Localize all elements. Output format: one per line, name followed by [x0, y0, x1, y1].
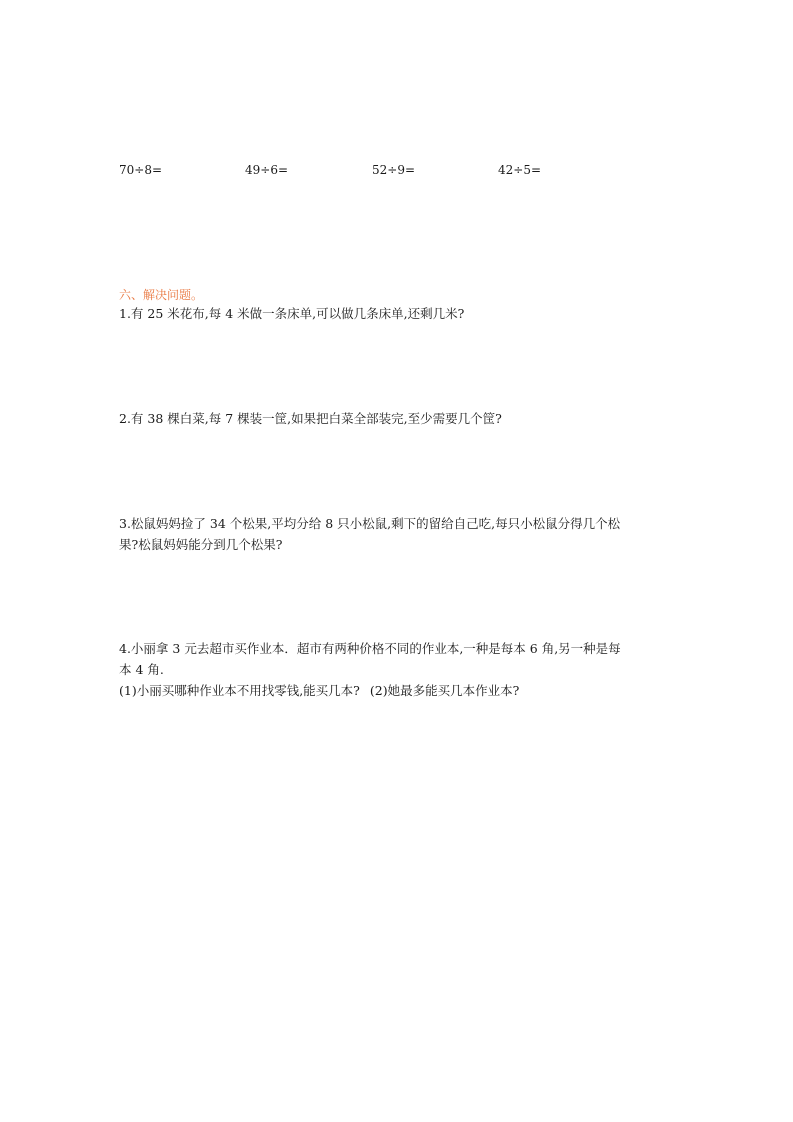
problem-1: [119, 303, 679, 324]
problem-4-subquestions: [119, 680, 679, 701]
problem-3-line-1: 3.松鼠妈妈捡了 34 个松果,平均分给 8 只小松鼠,剩下的留给自己吃,每只小松鼠分得几个松: [119, 516, 621, 531]
problem-2-text: 2.有 38 棵白菜,每 7 棵装一筐,如果把白菜全部装完,至少需要几个筐?: [119, 411, 502, 426]
problem-4: [119, 638, 679, 701]
equation-item: 42÷5=: [498, 163, 542, 177]
equation-item: 49÷6=: [245, 163, 289, 177]
equation-item: 70÷8=: [119, 163, 163, 177]
problem-3-line-2: 果?松鼠妈妈能分到几个松果?: [119, 537, 283, 552]
division-equations-row: [0, 163, 793, 181]
section-heading: 六、解决问题。: [119, 288, 204, 302]
equation-item: 52÷9=: [372, 163, 416, 177]
problem-4-sub-1: (1)小丽买哪种作业本不用找零钱,能买几本?: [119, 683, 360, 698]
problem-1-text: 1.有 25 米花布,每 4 米做一条床单,可以做几条床单,还剩几米?: [119, 306, 465, 321]
problem-4-sub-2: (2)她最多能买几本作业本?: [369, 683, 520, 698]
problem-4-line-2: 本 4 角.: [119, 662, 164, 677]
problem-4-line-1: 4.小丽拿 3 元去超市买作业本．超市有两种价格不同的作业本,一种是每本 6 角,另一种是每: [119, 641, 621, 656]
problem-2: [119, 408, 679, 429]
problem-3: [119, 513, 679, 555]
